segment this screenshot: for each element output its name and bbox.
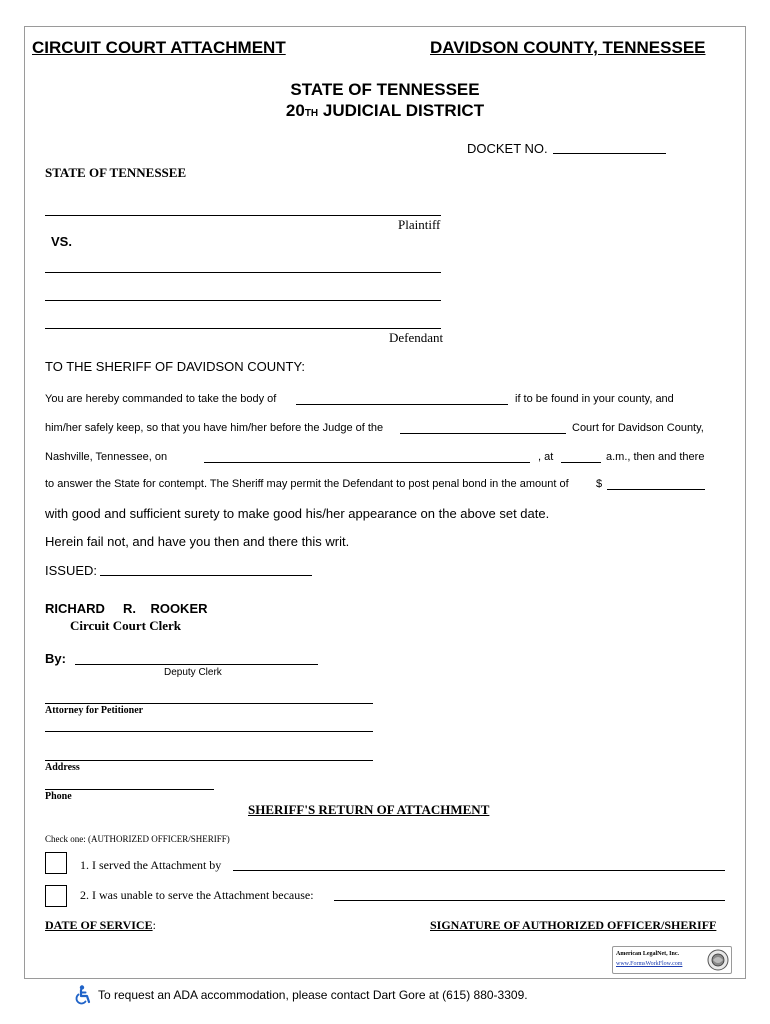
command-text: You are hereby commanded to take the body of	[45, 393, 277, 405]
plaintiff-field[interactable]	[45, 215, 441, 216]
date-of-service-text: DATE OF SERVICE	[45, 918, 153, 932]
defendant-field-1[interactable]	[45, 272, 441, 273]
at-text: , at	[538, 451, 554, 463]
by-label: By:	[45, 651, 66, 666]
unable-option-label: 2. I was unable to serve the Attachment because:	[80, 888, 314, 902]
served-checkbox[interactable]	[45, 852, 67, 874]
clerk-title: Circuit Court Clerk	[70, 618, 181, 633]
logo-company: American LegalNet, Inc.	[616, 951, 679, 957]
date-field[interactable]	[204, 462, 530, 463]
am-text: a.m., then and there	[606, 451, 705, 463]
phone-label: Phone	[45, 791, 72, 802]
vs-label: VS.	[51, 234, 72, 249]
deputy-label: Deputy Clerk	[164, 667, 222, 678]
bond-amount-field[interactable]	[607, 489, 705, 490]
plaintiff-label: Plaintiff	[398, 217, 441, 232]
unable-checkbox[interactable]	[45, 885, 67, 907]
district-suffix: TH	[304, 108, 319, 119]
judge-of-field[interactable]	[400, 433, 566, 434]
ada-notice: To request an ADA accommodation, please contact Dart Gore at (615) 880-3309.	[98, 988, 528, 1002]
return-title: SHERIFF'S RETURN OF ATTACHMENT	[248, 802, 490, 817]
logo-url[interactable]: www.FormsWorkFlow.com	[616, 961, 683, 967]
defendant-field-3[interactable]	[45, 328, 441, 329]
legalnet-logo	[612, 946, 732, 974]
globe-icon	[707, 949, 729, 971]
state-party-label: STATE OF TENNESSEE	[45, 165, 187, 180]
nashville-text: Nashville, Tennessee, on	[45, 451, 168, 463]
address-label: Address	[45, 762, 80, 773]
docket-number-field[interactable]	[553, 153, 666, 154]
deputy-signature-field[interactable]	[75, 664, 318, 665]
served-by-field[interactable]	[233, 870, 725, 871]
fail-not-text: Herein fail not, and have you then and there this writ.	[45, 534, 350, 549]
if-found-text: if to be found in your county, and	[515, 393, 674, 405]
form-title: CIRCUIT COURT ATTACHMENT	[32, 38, 286, 57]
county-title: DAVIDSON COUNTY, TENNESSEE	[430, 38, 706, 57]
clerk-name: RICHARD R. ROOKER	[45, 601, 208, 616]
check-one-label: Check one: (AUTHORIZED OFFICER/SHERIFF)	[45, 834, 230, 844]
surety-text: with good and sufficient surety to make good his/her appearance on the above set date.	[45, 506, 550, 521]
date-of-service-colon: :	[152, 918, 156, 932]
safely-keep-text: him/her safely keep, so that you have him/her before the Judge of the	[45, 422, 384, 434]
served-option-label: 1. I served the Attachment by	[80, 858, 222, 872]
attorney-label: Attorney for Petitioner	[45, 705, 144, 716]
district-text: JUDICIAL DISTRICT	[318, 101, 485, 120]
issued-field[interactable]	[100, 575, 312, 576]
attorney-field[interactable]	[45, 703, 373, 704]
defendant-field-2[interactable]	[45, 300, 441, 301]
district-number: 20	[285, 101, 305, 120]
address-field-1[interactable]	[45, 731, 373, 732]
state-heading: STATE OF TENNESSEE	[290, 80, 480, 99]
contempt-text: to answer the State for contempt. The Sheriff may permit the Defendant to post penal bond in the amount of	[45, 478, 569, 490]
to-sheriff-text: TO THE SHERIFF OF DAVIDSON COUNTY:	[45, 359, 306, 374]
signature-label: SIGNATURE OF AUTHORIZED OFFICER/SHERIFF	[430, 918, 717, 932]
issued-label: ISSUED:	[45, 563, 98, 578]
docket-label: DOCKET NO.	[467, 141, 548, 156]
defendant-label: Defendant	[389, 330, 444, 345]
unable-reason-field[interactable]	[334, 900, 725, 901]
date-of-service-label	[45, 918, 156, 933]
court-for-text: Court for Davidson County,	[572, 422, 704, 434]
dollar-sign: $	[596, 478, 603, 490]
address-field-2[interactable]	[45, 760, 373, 761]
time-field[interactable]	[561, 462, 601, 463]
body-of-field[interactable]	[296, 404, 508, 405]
phone-field[interactable]	[45, 789, 214, 790]
district-heading	[0, 101, 770, 121]
accessibility-icon	[74, 985, 92, 1005]
